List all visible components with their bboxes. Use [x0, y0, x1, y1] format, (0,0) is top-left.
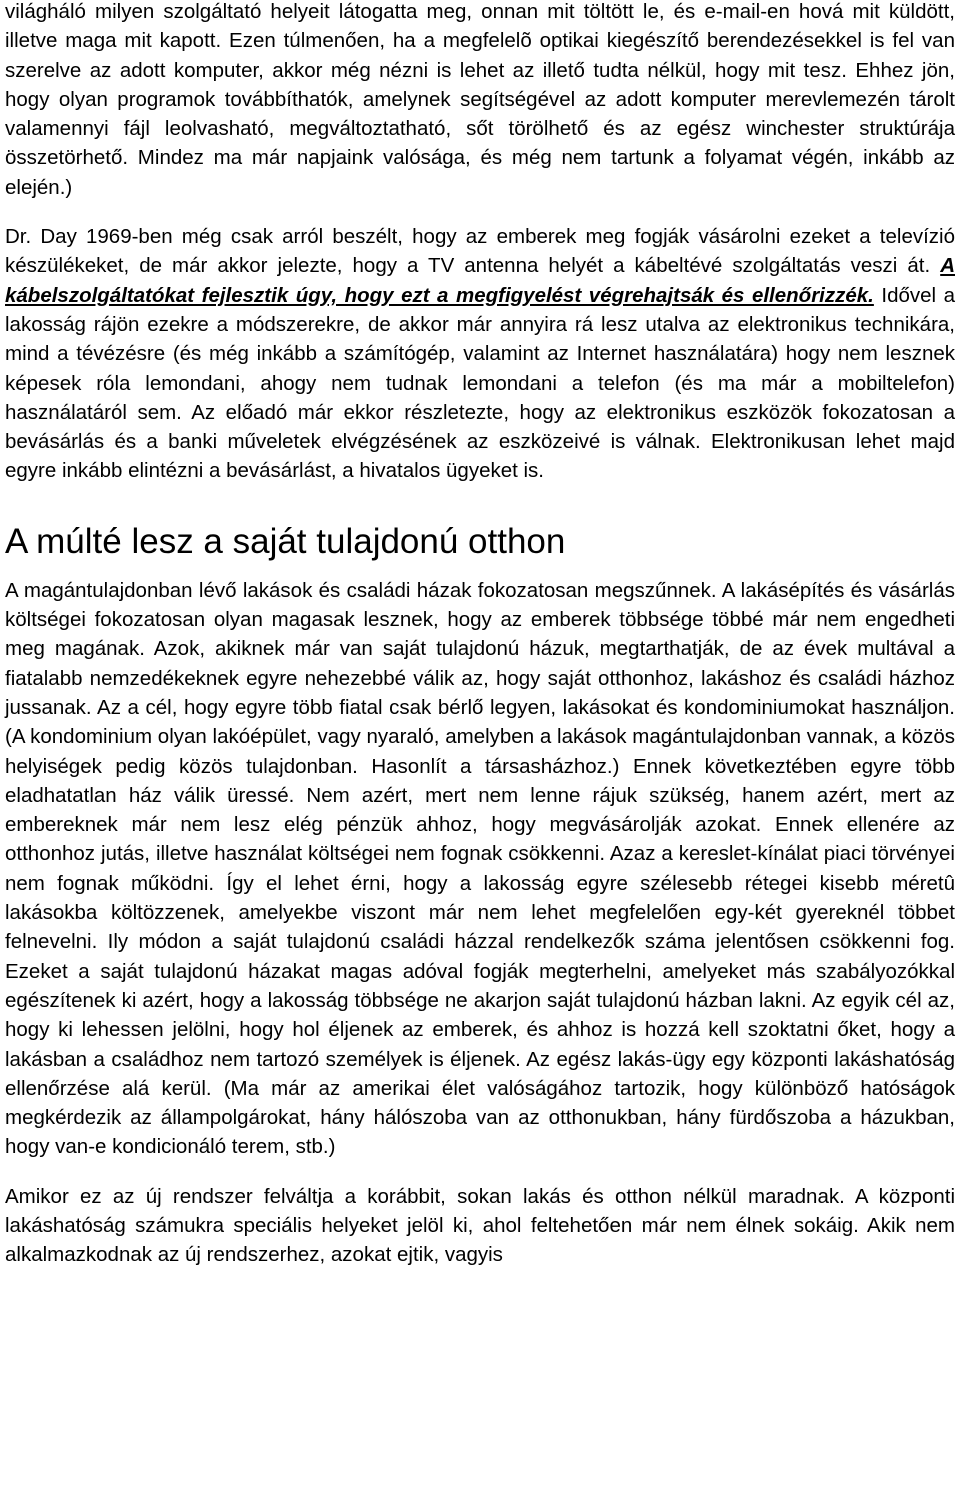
paragraph-surveillance-internet: világháló milyen szolgáltató helyeit látogatta meg, onnan mit töltött le, és e-mail-en hová mit küldött, illetve maga mit kapott. Ezen túlmenően, ha a megfelelõ optikai kiegészítő berendezésekkel is fel van szerelve az adott komputer, akkor még nézni is lehet az illető tudta nélkül, hogy mit tesz. Ehhez jön, hogy olyan programok továbbíthatók, amelynek segítségével az adott komputer merevlemezén tárolt valamennyi fájl leolvasható, megváltoztatható, sőt törölhető és az egész winchester struktúrája összetörhető. Mindez ma már napjaink valósága, és még nem tartunk a folyamat végén, inkább az elején.)	[5, 0, 955, 199]
paragraph-cable-tv-intro: Dr. Day 1969-ben még csak arról beszélt, hogy az emberek meg fogják vásárolni ezeket a televízió készülékeket, de már akkor jelezte, hogy a TV antenna helyét a kábeltévé szolgáltatás veszi át.	[5, 225, 955, 278]
paragraph-housing: A magántulajdonban lévő lakások és családi házak fokozatosan megszűnnek. A lakásépítés és vásárlás költségei fokozatosan olyan magasak lesznek, hogy az emberek többsége többé már nem engedheti meg magának. Azok, akiknek már van saját tulajdonú házuk, megtarthatják, de az évek multával a fiatalabb nemzedékeknek egyre nehezebbé válik az, hogy saját otthonhoz, lakáshoz és családi házhoz jussanak. Az a cél, hogy egyre több fiatal csak bérlő legyen, lakásokat és kondominiumokat használjon. (A kondominium olyan lakóépület, vagy nyaraló, amelyben a lakások magántulajdonban vannak, a közös helyiségek pedig közös tulajdonban. Hasonlít a társasházhoz.) Ennek következtében egyre több eladhatatlan ház válik üressé. Nem azért, mert nem lenne rájuk szükség, hanem azért, mert az embereknek már nem lesz elég pénzük ahhoz, hogy megvásárolják azokat. Ennek ellenére az otthonhoz jutás, illetve használat költségei nem fognak csökkenni. Azaz a kereslet-kínálat piaci törvényei nem fognak működni. Így el lehet érni, hogy a lakosság egyre szélesebb rétegei kisebb méretû lakásokba költözzenek, amelyekbe viszont már nem lehet megfelelően egy-két gyereknél többet felnevelni. Ily módon a saját tulajdonú családi házzal rendelkezők száma jelentősen csökkenni fog. Ezeket a saját tulajdonú házakat magas adóval fogják megterhelni, amelyeket más szabályozókkal egészítenek ki azért, hogy a lakosság többsége ne akarjon saját tulajdonú házban lakni. Az egyik cél az, hogy ki lehessen jelölni, hogy hol éljenek az emberek, és ahhoz is hozzá kell szoktatni őket, hogy a lakásban a családhoz nem tartozó személyek is éljenek. Az egész lakás-ügy egy központi lakáshatóság ellenőrzése alá kerül. (Ma már az amerikai élet valóságához tartozik, hogy különböző hatóságok megkérdezik az állampolgárokat, hány hálószoba van az otthonukban, hány fürdőszoba a házukban, hogy van-e kondicionáló terem, stb.)	[5, 578, 955, 1159]
paragraph-new-system: Amikor ez az új rendszer felváltja a korábbit, sokan lakás és otthon nélkül maradnak. A központi lakáshatóság számukra speciális helyeket jelöl ki, ahol feltehetően már nem élnek sokáig. Akik nem alkalmazkodnak az új rendszerhez, azokat ejtik, vagyis	[5, 1184, 955, 1267]
document-page	[5, 0, 955, 1270]
emphasized-sentence: A kábelszolgáltatókat fejlesztik úgy, hogy ezt a megfigyelést végrehajtsák és ellenőrizzék.	[5, 254, 955, 307]
paragraph-cable-tv	[5, 222, 955, 486]
paragraph-cable-tv-rest: Idővel a lakosság rájön ezekre a módszerekre, de akkor már annyira rá lesz utalva az elektronikus technikára, mind a tévézésre (és még inkább a számítógép, valamint az Internet használatára) hogy nem lesznek képesek róla lemondani, ahogy nem tudnak lemondani a telefon (és ma már a mobiltelefon) használatáról sem. Az előadó már ekkor részletezte, hogy az elektronikus eszközök fokozatosan a bevásárlás és a banki műveletek elvégzésének az eszközeivé is válnak. Elektronikusan lehet majd egyre inkább elintézni a bevásárlást, a hivatalos ügyeket is.	[5, 283, 955, 483]
section-heading: A múlté lesz a saját tulajdonú otthon	[5, 521, 566, 561]
